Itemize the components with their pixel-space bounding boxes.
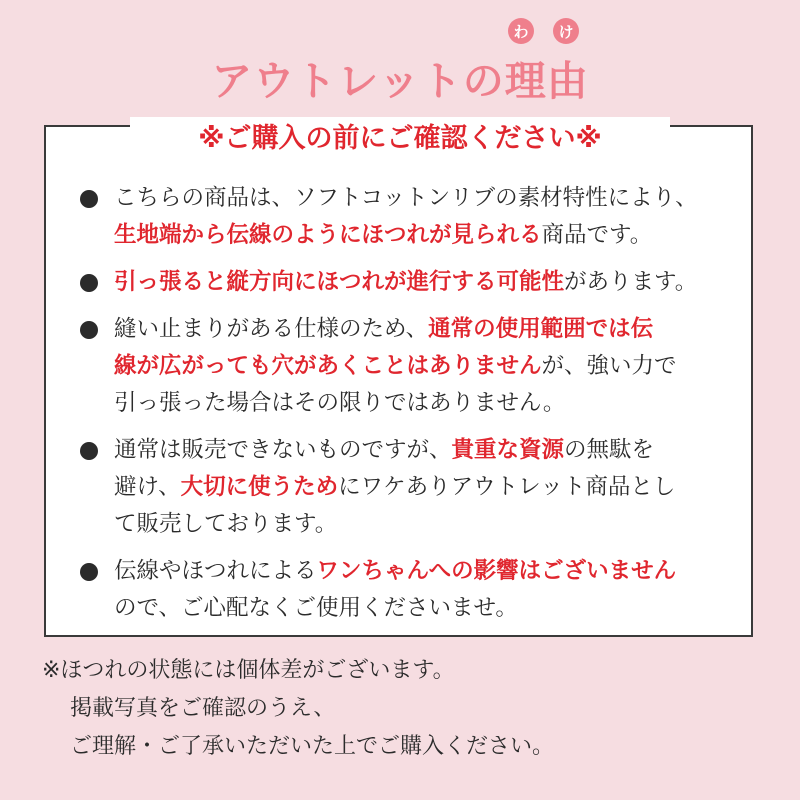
list-item [80, 553, 750, 627]
list-item-line [114, 506, 750, 543]
notice-list [80, 180, 750, 637]
list-item-line [114, 469, 750, 506]
list-item-line [114, 217, 750, 254]
body-text: 縫い止まりがある仕様のため、 [114, 316, 429, 342]
notice-heading: ※ご購入の前にご確認ください※ [130, 117, 670, 161]
list-item [80, 264, 750, 301]
list-item-line [114, 311, 750, 348]
footnote: 掲載写真をご確認のうえ、 [70, 696, 336, 721]
bullet-icon [80, 321, 98, 339]
list-item [80, 432, 750, 543]
footnote: ご理解・ご了承いただいた上でご購入ください。 [70, 734, 555, 759]
bullet-icon [80, 190, 98, 208]
footnotes [42, 652, 772, 766]
bullet-icon [80, 274, 98, 292]
body-text: て販売しております。 [114, 511, 338, 537]
list-item-line [114, 348, 750, 385]
body-text: 避け、 [114, 474, 181, 500]
body-text: が、強い力で [541, 353, 677, 379]
list-item [80, 180, 750, 254]
body-text: 商品です。 [541, 222, 653, 248]
list-item-line [114, 432, 750, 469]
body-text: の無駄を [564, 437, 655, 463]
emphasis-text: 線が広がっても穴があくことはありません [114, 353, 542, 379]
footnote: ※ほつれの状態には個体差がございます。 [42, 658, 455, 683]
bullet-icon [80, 442, 98, 460]
body-text: 引っ張った場合はその限りではありません。 [114, 390, 566, 416]
title-ruby [508, 18, 579, 44]
bullet-icon [80, 563, 98, 581]
emphasis-text: ワンちゃんへの影響はございません [316, 558, 677, 584]
list-item-line [114, 264, 750, 301]
body-text: こちらの商品は、ソフトコットンリブの素材特性により、 [114, 185, 698, 211]
body-text: があります。 [564, 269, 698, 295]
emphasis-text: 生地端から伝線のようにほつれが見られる [114, 222, 542, 248]
title-area [0, 14, 800, 104]
body-text: 伝線やほつれによる [114, 558, 317, 584]
page-title: アウトレットの理由 [211, 57, 589, 105]
ruby-char: け [553, 18, 579, 44]
list-item-line [114, 180, 750, 217]
emphasis-text: 引っ張ると縦方向にほつれが進行する可能性 [114, 269, 565, 295]
emphasis-text: 大切に使うため [180, 474, 339, 500]
body-text: ので、ご心配なくご使用くださいませ。 [114, 595, 518, 621]
emphasis-text: 貴重な資源 [451, 437, 565, 463]
emphasis-text: 通常の使用範囲では伝 [428, 316, 654, 342]
list-item [80, 311, 750, 422]
list-item-line [114, 590, 750, 627]
list-item-line [114, 553, 750, 590]
body-text: にワケありアウトレット商品とし [338, 474, 676, 500]
body-text: 通常は販売できないものですが、 [114, 437, 452, 463]
ruby-char: わ [508, 18, 534, 44]
list-item-line [114, 385, 750, 422]
